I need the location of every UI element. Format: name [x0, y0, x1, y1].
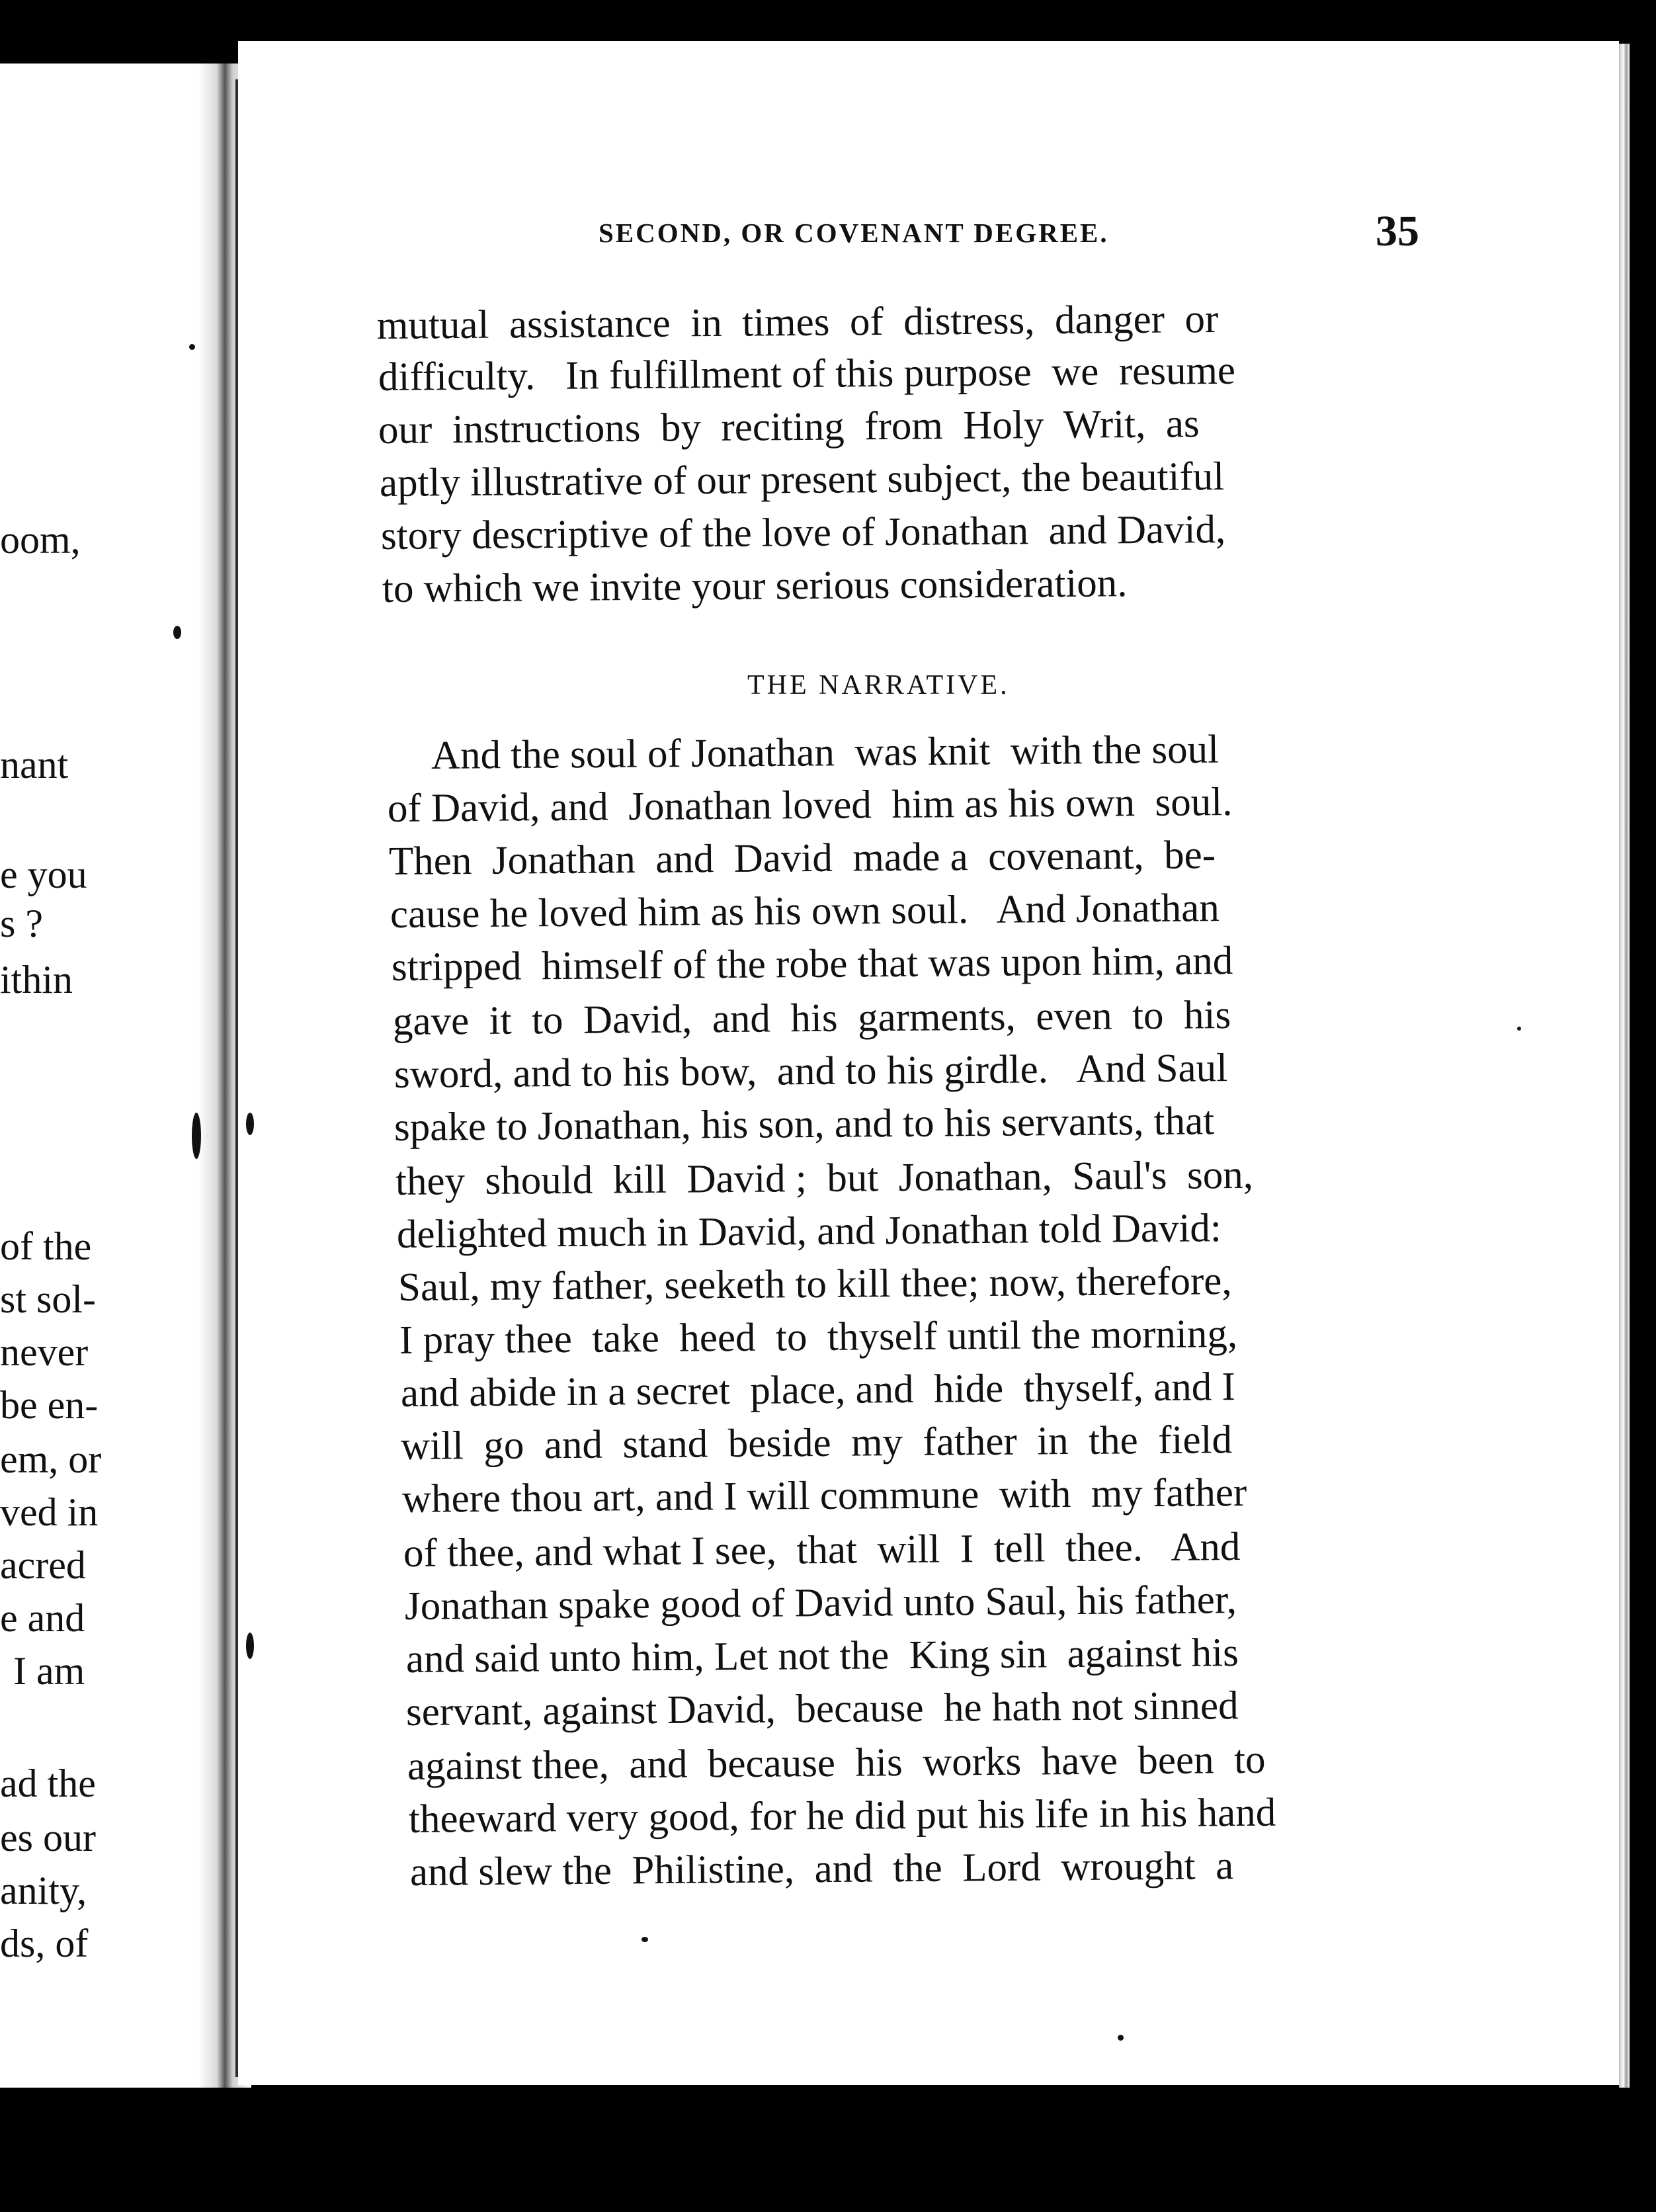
scan-speck: [246, 1113, 254, 1135]
narrative-line: against thee, and because his works have been to: [407, 1737, 1266, 1789]
left-page-text: ds, of: [0, 1922, 89, 1965]
scan-speck: [642, 1937, 648, 1942]
running-head: SECOND, OR COVENANT DEGREE.: [599, 218, 1109, 248]
scan-speck: [192, 1113, 201, 1159]
narrative-line: spake to Jonathan, his son, and to his servants, that: [393, 1099, 1215, 1150]
page-edge: [1619, 44, 1630, 2088]
narrative-line: and slew the Philistine, and the Lord wrought a: [409, 1844, 1234, 1894]
left-page-text: e and: [0, 1596, 85, 1640]
narrative-line: of David, and Jonathan loved him as his own soul.: [387, 779, 1233, 831]
left-page-text: of the: [0, 1224, 92, 1268]
left-page-text: oom,: [0, 518, 81, 562]
left-page-text: e you: [0, 853, 87, 896]
narrative-line: Saul, my father, seeketh to kill thee; now, therefore,: [397, 1259, 1232, 1310]
left-page-text: acred: [0, 1543, 86, 1587]
left-page-text: ved in: [0, 1490, 99, 1534]
section-heading: THE NARRATIVE.: [747, 670, 1010, 701]
intro-line: aptly illustrative of our present subject, the beautiful: [379, 454, 1225, 505]
left-page-text: anity,: [0, 1869, 87, 1912]
left-page-text: em, or: [0, 1437, 102, 1481]
narrative-line: And the soul of Jonathan was knit with the soul: [431, 727, 1220, 778]
left-page-text: be en-: [0, 1383, 99, 1427]
scan-speck: [1517, 1027, 1521, 1031]
intro-line: mutual assistance in times of distress, danger or: [376, 297, 1219, 348]
narrative-line: cause he loved him as his own soul. And Jonathan: [390, 886, 1220, 937]
narrative-line: gave it to David, and his garments, even to his: [392, 993, 1231, 1044]
left-page-text: I am: [13, 1649, 85, 1693]
left-page-text: ithin: [0, 958, 73, 1001]
scan-speck: [1118, 2035, 1124, 2041]
narrative-line: and said unto him, Let not the King sin against his: [405, 1631, 1239, 1681]
narrative-line: of thee, and what I see, that will I tell thee. And: [403, 1525, 1241, 1576]
scan-speck: [246, 1633, 254, 1659]
previous-page-fragment: [0, 64, 225, 2088]
narrative-line: sword, and to his bow, and to his girdle. And Saul: [393, 1046, 1228, 1097]
page-number: 35: [1376, 207, 1419, 255]
narrative-line: and abide in a secret place, and hide thyself, and I: [400, 1365, 1236, 1416]
scan-speck: [173, 626, 181, 639]
left-page-text: ad the: [0, 1762, 96, 1805]
scan-speck: [189, 344, 195, 350]
intro-line: our instructions by reciting from Holy Writ, as: [378, 402, 1200, 452]
left-page-text: st sol-: [0, 1277, 97, 1321]
narrative-line: delighted much in David, and Jonathan told David:: [396, 1206, 1222, 1257]
intro-line: story descriptive of the love of Jonathan and David,: [380, 507, 1226, 558]
narrative-line: they should kill David ; but Jonathan, Saul's son,: [395, 1152, 1254, 1204]
left-page-text: s ?: [0, 902, 43, 945]
left-page-text: never: [0, 1330, 89, 1374]
left-page-text: nant: [0, 743, 69, 787]
narrative-line: stripped himself of the robe that was upon him, and: [391, 939, 1233, 990]
intro-line: to which we invite your serious consideration.: [382, 561, 1128, 611]
intro-line: difficulty. In fulfillment of this purpose we resume: [378, 348, 1236, 400]
narrative-line: will go and stand beside my father in the field: [400, 1418, 1233, 1468]
narrative-line: Then Jonathan and David made a covenant, be-: [388, 833, 1216, 884]
left-page-text: es our: [0, 1816, 96, 1859]
narrative-line: I pray thee take heed to thyself until the morning,: [399, 1312, 1238, 1363]
narrative-line: servant, against David, because he hath not sinned: [405, 1683, 1239, 1734]
narrative-line: theeward very good, for he did put his life in his hand: [408, 1790, 1276, 1842]
narrative-line: Jonathan spake good of David unto Saul, his father,: [404, 1578, 1237, 1629]
narrative-line: where thou art, and I will commune with my father: [401, 1470, 1247, 1521]
